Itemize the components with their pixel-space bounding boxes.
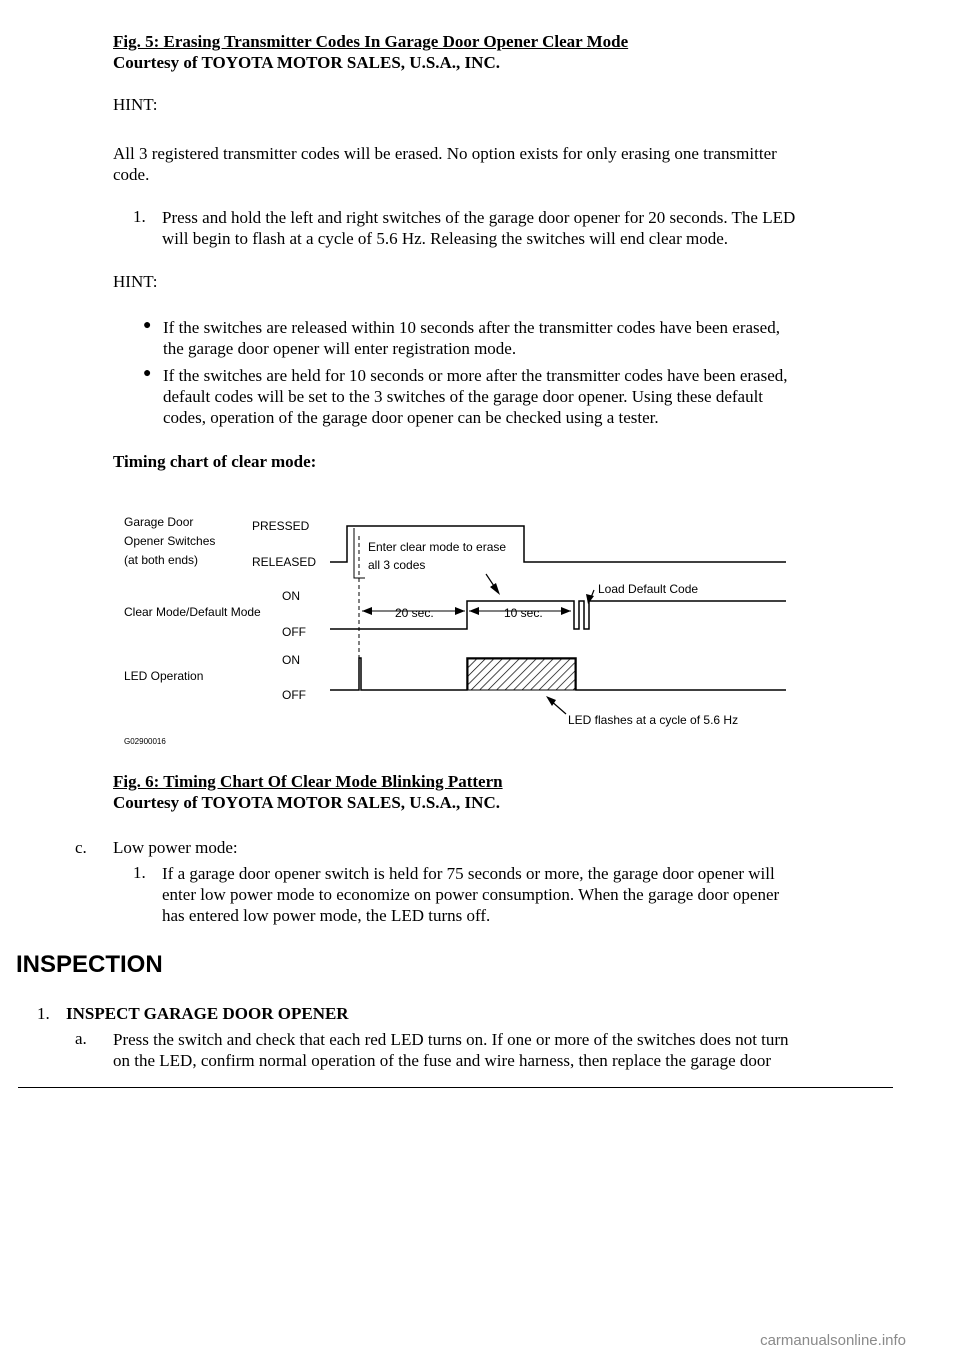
fig6-courtesy: Courtesy of TOYOTA MOTOR SALES, U.S.A., INC.	[113, 793, 500, 812]
label-released: RELEASED	[252, 555, 317, 569]
fig5-title: Fig. 5: Erasing Transmitter Codes In Garage Door Opener Clear Mode	[113, 32, 629, 51]
item-c-text: Low power mode:	[113, 838, 238, 857]
fig6-title: Fig. 6: Timing Chart Of Clear Mode Blinking Pattern	[113, 772, 503, 791]
inspect-a-text	[113, 1029, 903, 1071]
inspect-title: INSPECT GARAGE DOOR OPENER	[66, 1004, 349, 1023]
label-on-2: ON	[282, 653, 300, 667]
label-switch-3: (at both ends)	[124, 553, 199, 567]
arrow-head	[362, 607, 372, 615]
inspect-number: 1.	[37, 1004, 50, 1023]
arrow-head	[469, 607, 479, 615]
text-line: the garage door opener will enter registration mode.	[163, 339, 517, 358]
label-enter-clear-1: Enter clear mode to erase	[368, 540, 507, 554]
step-number: 1.	[133, 207, 146, 226]
text-line: If the switches are released within 10 seconds after the transmitter codes have been erased,	[163, 318, 780, 337]
text-line: enter low power mode to economize on power consumption. When the garage door opener	[162, 885, 780, 904]
text-line: All 3 registered transmitter codes will be erased. No option exists for only erasing one transmitter	[113, 144, 777, 163]
hint-label: HINT:	[113, 95, 158, 114]
label-off-2: OFF	[282, 688, 306, 702]
arrow-head	[490, 583, 500, 595]
label-clear-mode: Clear Mode/Default Mode	[124, 605, 261, 619]
label-switch-2: Opener Switches	[124, 534, 216, 548]
text-line: default codes will be set to the 3 switches of the garage door opener. Using these default	[163, 387, 764, 406]
bullet-icon: ●	[143, 318, 152, 333]
text-line: Press and hold the left and right switches of the garage door opener for 20 seconds. The LED	[162, 208, 796, 227]
step-1	[133, 207, 893, 249]
text-line: If a garage door opener switch is held for 75 seconds or more, the garage door opener will	[162, 864, 775, 883]
led-flash-hatch	[468, 659, 575, 690]
label-enter-clear-2: all 3 codes	[368, 558, 426, 572]
label-10-sec: 10 sec.	[504, 606, 543, 620]
label-pressed: PRESSED	[252, 519, 310, 533]
arrow-head	[561, 607, 571, 615]
timing-heading: Timing chart of clear mode:	[113, 452, 317, 471]
text-line: Press the switch and check that each red LED turns on. If one or more of the switches does not turn	[113, 1030, 789, 1049]
bullet-item	[143, 317, 893, 359]
intro-paragraph	[113, 143, 777, 185]
text-line: code.	[113, 165, 150, 184]
watermark: carmanualsonline.info	[760, 1332, 906, 1349]
figure-code: G02900016	[124, 737, 166, 746]
label-led-operation: LED Operation	[124, 669, 204, 683]
text-line: has entered low power mode, the LED turns off.	[162, 906, 491, 925]
arrow-head	[586, 594, 594, 604]
bullet-item	[143, 365, 893, 428]
hint-label: HINT:	[113, 272, 158, 291]
text-line: will begin to flash at a cycle of 5.6 Hz. Releasing the switches will end clear mode.	[162, 229, 729, 248]
text-line: codes, operation of the garage door opener can be checked using a tester.	[163, 408, 659, 427]
item-c-substep	[133, 863, 893, 926]
label-off-1: OFF	[282, 625, 306, 639]
timing-diagram	[118, 508, 798, 748]
bullet-icon: ●	[143, 366, 152, 381]
fig5-courtesy: Courtesy of TOYOTA MOTOR SALES, U.S.A., INC.	[113, 53, 500, 72]
text-line: If the switches are held for 10 seconds or more after the transmitter codes have been erased,	[163, 366, 788, 385]
label-on-1: ON	[282, 589, 300, 603]
label-20-sec: 20 sec.	[395, 606, 434, 620]
step-number: 1.	[133, 863, 146, 882]
label-switch-1: Garage Door	[124, 515, 194, 529]
text-line: on the LED, confirm normal operation of the fuse and wire harness, then replace the garage door	[113, 1051, 772, 1070]
page-divider	[18, 1087, 893, 1088]
label-led-flash: LED flashes at a cycle of 5.6 Hz	[568, 713, 739, 727]
inspect-a-letter: a.	[75, 1029, 87, 1048]
arrow-head	[455, 607, 465, 615]
inspection-heading: INSPECTION	[16, 951, 163, 978]
label-load-default: Load Default Code	[598, 582, 699, 596]
item-c-letter: c.	[75, 838, 87, 857]
